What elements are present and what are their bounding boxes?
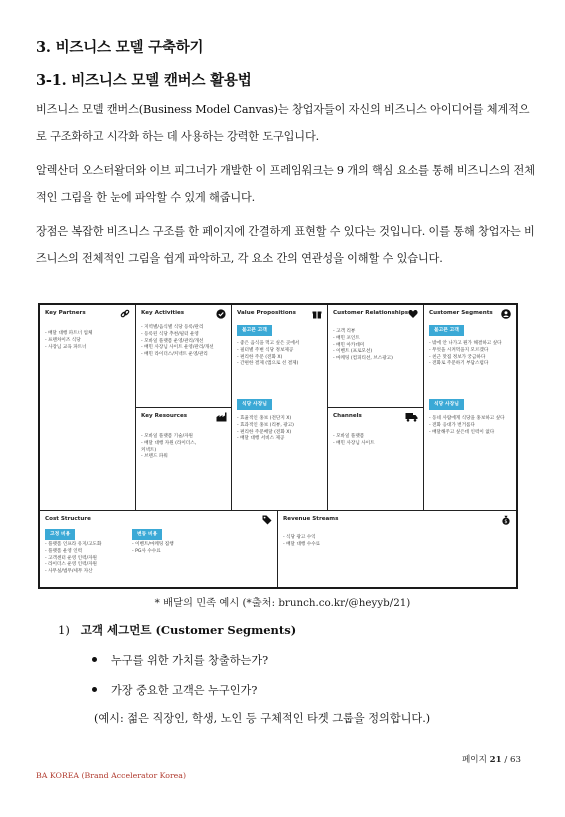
- value-tag-owner: 식당 사장님: [237, 399, 272, 410]
- list-item: - 무엇을 시켜먹을지 모르겠다: [429, 347, 489, 353]
- list-item: - 배달 대행 파트너 업체: [45, 331, 93, 336]
- list-item: - 배민 라이더스/커넥트 운영/관리: [141, 352, 208, 358]
- check-circle-icon: [216, 309, 226, 319]
- list-item: - 배달해주고 싶은데 인력이 없다: [429, 429, 495, 435]
- list-item: - 좋은 음식을 먹고 싶은 곳에서: [237, 341, 300, 346]
- segment-tag-owner: 식당 사장님: [429, 399, 464, 410]
- segment-list-customer: [429, 341, 512, 368]
- page-current: 21: [489, 755, 502, 765]
- truck-icon: [405, 412, 418, 422]
- list-item: 커넥트): [141, 447, 157, 453]
- key-activities-title: Key Activities: [141, 310, 185, 316]
- figure-caption: * 배달의 민족 예시 (*출처: brunch.co.kr/@heyyb/21): [154, 597, 411, 609]
- value-list-customer: [237, 341, 323, 368]
- key-resources-title: Key Resources: [141, 413, 188, 419]
- customer-relationships-list: [333, 329, 419, 363]
- cost-tag-fixed: 고정 비용: [45, 529, 75, 540]
- value-list-owner: [237, 416, 323, 443]
- list-item: - 동네 사람에게 식당을 홍보하고 싶다: [429, 416, 505, 421]
- list-item: - 필터별 주변 식당 정보제공: [237, 347, 294, 353]
- customer-segments-title: Customer Segments: [429, 310, 493, 316]
- list-item: - 배민 포인트: [333, 335, 360, 341]
- list-item: - 간편한 결제 (앱으로 선 결제): [237, 361, 299, 367]
- page-total: 63: [509, 755, 521, 765]
- revenue-streams-cell: [278, 511, 516, 587]
- bullet-dot-icon: [92, 687, 97, 692]
- list-item: - 사장님 교육 파트너: [45, 344, 87, 350]
- list-item: - 브랜드 파워: [141, 454, 168, 460]
- list-item: - 배달 대행 서비스 제공: [237, 436, 285, 442]
- value-tag-hungry-customer: 불고픈 고객: [237, 325, 272, 336]
- key-resources-list: [141, 434, 227, 461]
- link-icon: [120, 309, 130, 319]
- customer-relationships-cell: [328, 305, 424, 408]
- list-item: - 편리한 주문배달 (전화 X): [237, 429, 292, 435]
- segment-list-owner: [429, 416, 512, 436]
- users-icon: [501, 309, 511, 319]
- list-item: - 라이더스 운영 인력/자원: [45, 562, 97, 568]
- key-partners-cell: [40, 305, 136, 511]
- list-item: - 효과적인 홍보 (리뷰, 광고): [237, 422, 294, 428]
- list-item: - 배달 대행 자원 (라이더스,: [141, 440, 197, 446]
- page-separator: /: [504, 755, 508, 765]
- bullet-dot-icon: [92, 657, 97, 662]
- bullet-item: [92, 682, 257, 698]
- page-number: [462, 753, 521, 765]
- heading-sub: 3-1. 비즈니스 모델 캔버스 활용법: [36, 72, 252, 89]
- list-item: - 고객센터 운영 인력/자원: [45, 555, 97, 561]
- section-number: 1): [58, 623, 70, 637]
- revenue-streams-list: [283, 535, 512, 549]
- list-item: - 모바일 플랫폼: [333, 434, 365, 439]
- list-item: - 밖에 안 나가고 뭔가 해결하고 싶다: [429, 341, 502, 346]
- cost-list-fixed: [45, 542, 131, 576]
- intro-paragraph-1: 비즈니스 모델 캔버스(Business Model Canvas)는 창업자들이 자신의 비즈니스 아이디어를 체계적으로 구조화하고 시각화 하는 데 사용하는 강력한 도구입니다.: [36, 103, 530, 144]
- list-item: - 배민 사장님 사이트 운영/관리/개선: [141, 345, 214, 351]
- list-item: - 이벤트/마케팅 집행: [132, 542, 174, 547]
- money-bag-icon: [501, 515, 511, 525]
- list-item: - 배민 사장님 사이트: [333, 440, 375, 446]
- section-heading-customer-segments: [58, 622, 296, 638]
- footer-brand: BA KOREA (Brand Accelerator Korea): [36, 771, 186, 780]
- cost-tag-variable: 변동 비용: [132, 529, 162, 540]
- business-model-canvas: [38, 303, 518, 589]
- gift-icon: [312, 309, 322, 319]
- list-item: - 전화로 주문하기 부담스럽다: [429, 361, 489, 367]
- key-activities-list: [141, 325, 227, 359]
- list-item: - 전화 응대가 번거롭다: [429, 422, 475, 428]
- list-item: - 배달 대행 수수료: [283, 541, 321, 547]
- intro-paragraph-3: 장점은 복잡한 비즈니스 구조를 한 페이지에 간결하게 표현할 수 있다는 것입니다. 이를 통해 창업자는 비즈니스의 전체적인 그림을 쉽게 파악하고, 각 요소 간의 연관성을 이해할 수 있습니다.: [36, 225, 535, 266]
- intro-paragraph-2: 알렉산더 오스터왈더와 이브 피그너가 개발한 이 프레임워크는 9 개의 핵심 요소를 통해 비즈니스의 전체적인 그림을 한 눈에 파악할 수 있게 해줍니다.: [36, 164, 535, 205]
- section-title: 고객 세그먼트 (Customer Segments): [80, 623, 297, 637]
- list-item: - 플랫폼 인프라 유지/고도화: [45, 542, 102, 547]
- list-item: - 식당 광고 수익: [283, 535, 316, 540]
- value-propositions-title: Value Propositions: [237, 310, 296, 316]
- tag-icon: [262, 515, 272, 525]
- list-item: - 플랫폼 운영 인력: [45, 548, 83, 554]
- list-item: - 사무실/법무/세무 자산: [45, 569, 93, 575]
- key-activities-cell: [136, 305, 232, 408]
- segment-tag-hungry-customer: 불고픈 고객: [429, 325, 464, 336]
- list-item: - 모바일 플랫폼 기술/자원: [141, 434, 193, 439]
- bullet-text: 가장 중요한 고객은 누구인가?: [111, 684, 258, 697]
- factory-icon: [216, 412, 226, 422]
- list-item: - 등록된 식당 추천/필터 운영: [141, 331, 199, 337]
- customer-relationships-title: Customer Relationships: [333, 310, 409, 316]
- key-partners-title: Key Partners: [45, 310, 86, 316]
- heading-main: 3. 비즈니스 모델 구축하기: [36, 39, 204, 56]
- list-item: - 프랜차이즈 식당: [45, 337, 81, 343]
- list-item: - 효율적인 홍보 (전단지 X): [237, 416, 292, 421]
- list-item: - 마케팅 (컴피티션, 브스광고): [333, 356, 393, 362]
- list-item: - 모바일 플랫폼 운영/관리/개선: [141, 338, 204, 344]
- bullet-item: [92, 652, 268, 668]
- list-item: - 친근 맛집 정보가 궁금하다: [429, 354, 486, 360]
- bullet-text: 누구를 위한 가치를 창출하는가?: [111, 654, 269, 667]
- channels-title: Channels: [333, 413, 362, 419]
- heart-icon: [408, 309, 418, 319]
- list-item: - PG사 수수료: [132, 548, 161, 554]
- revenue-streams-title: Revenue Streams: [283, 516, 339, 522]
- channels-list: [333, 434, 419, 448]
- cost-structure-title: Cost Structure: [45, 516, 91, 522]
- list-item: - 편리한 주문 (전화 X): [237, 354, 283, 360]
- list-item: - 지역별/음식별 식당 등록/관리: [141, 325, 204, 330]
- page-label: 페이지: [462, 755, 487, 765]
- svg-text:$: $: [504, 519, 508, 525]
- example-note: (예시: 젊은 직장인, 학생, 노인 등 구체적인 타겟 그룹을 정의합니다.): [94, 712, 431, 725]
- list-item: - 배민 아카데미: [333, 342, 365, 348]
- list-item: - 고객 리뷰: [333, 329, 356, 334]
- cost-list-variable: [132, 542, 273, 556]
- value-propositions-cell: [232, 305, 328, 511]
- key-partners-list: [45, 331, 131, 351]
- channels-cell: [328, 408, 424, 511]
- cost-structure-cell: [40, 511, 278, 587]
- key-resources-cell: [136, 408, 232, 511]
- list-item: - 이벤트 (프로모션): [333, 349, 373, 355]
- customer-segments-cell: [424, 305, 516, 511]
